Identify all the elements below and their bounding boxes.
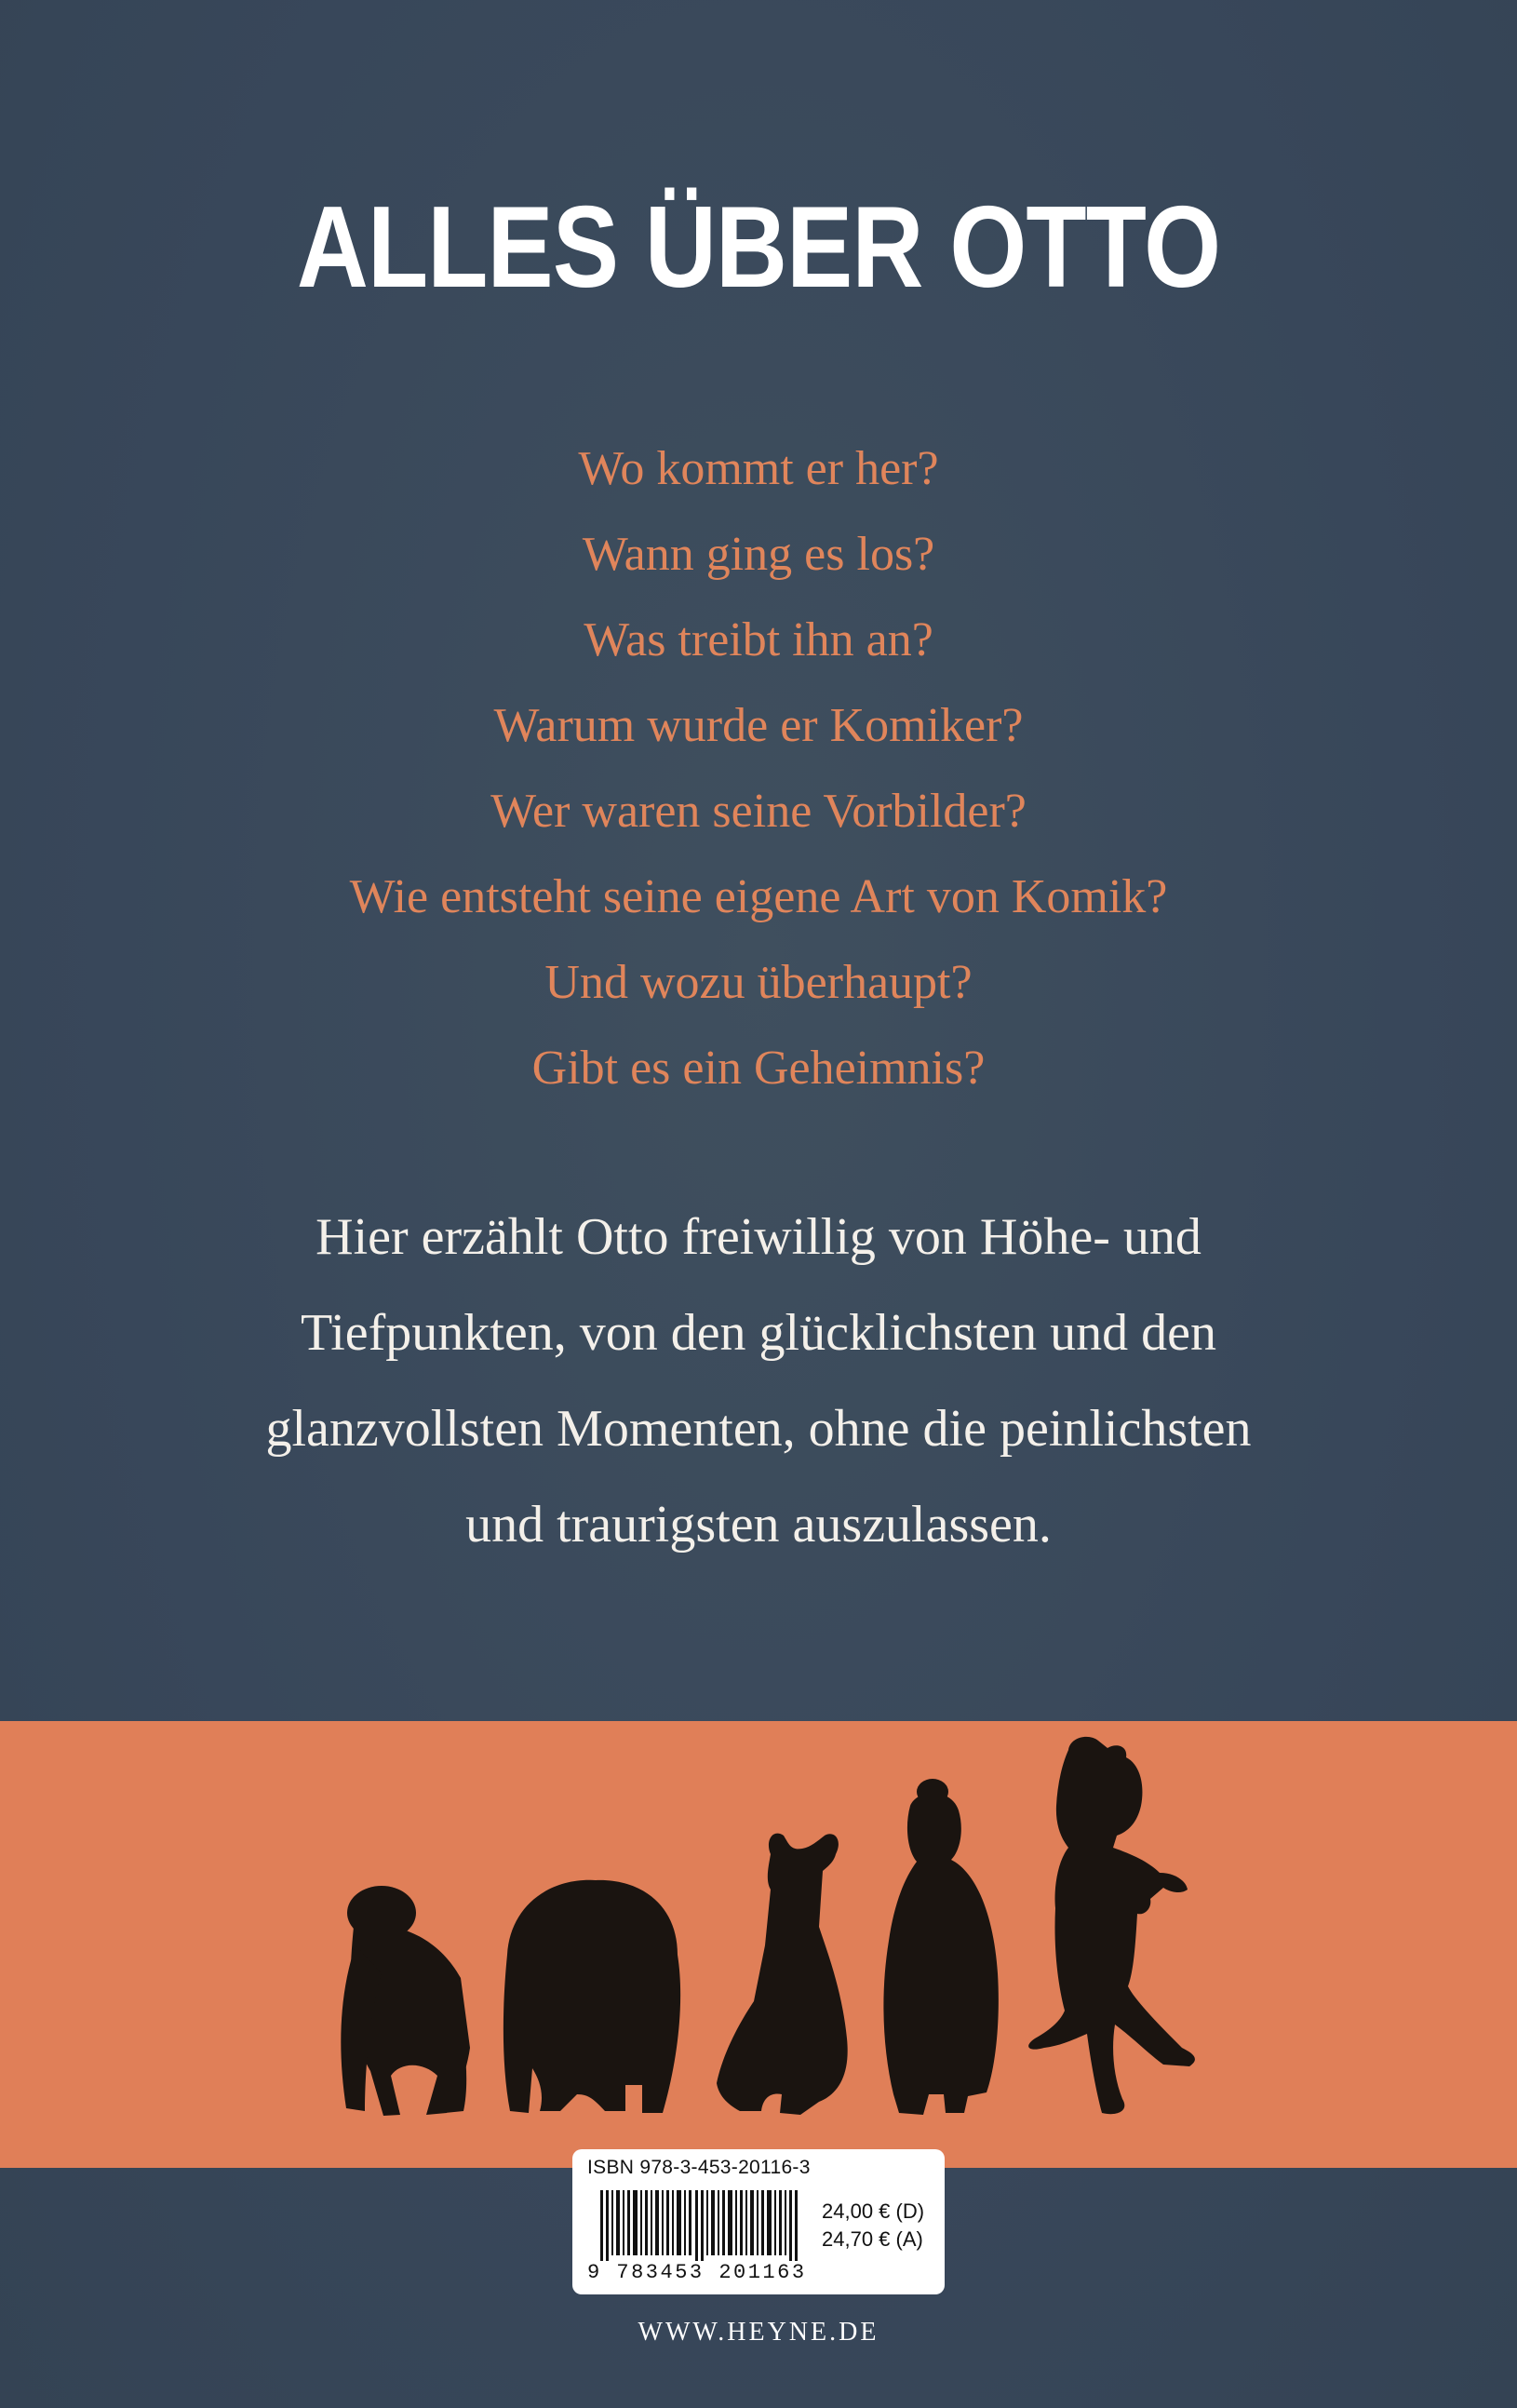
price-block bbox=[822, 2198, 924, 2253]
cover-title: ALLES ÜBER OTTO bbox=[296, 183, 1221, 312]
question-item: Und wozu überhaupt? bbox=[544, 956, 973, 1009]
question-item: Wie entsteht seine eigene Art von Komik? bbox=[349, 870, 1168, 923]
blurb-line: Hier erzählt Otto freiwillig von Höhe- und bbox=[315, 1208, 1202, 1266]
blurb-line: und traurigsten auszulassen. bbox=[465, 1496, 1052, 1554]
hooded-figure-silhouette-icon bbox=[883, 1779, 998, 2115]
otto-dancing-silhouette-icon bbox=[1028, 1737, 1195, 2114]
blurb-line: glanzvollsten Momenten, ohne die peinlichsten bbox=[265, 1400, 1252, 1458]
question-item: Wer waren seine Vorbilder? bbox=[490, 785, 1027, 838]
publisher-website[interactable]: WWW.HEYNE.DE bbox=[638, 2318, 879, 2347]
alien-silhouette-icon bbox=[717, 1834, 848, 2115]
blurb-line: Tiefpunkten, von den glücklichsten und den bbox=[300, 1304, 1217, 1362]
barcode-icon bbox=[600, 2190, 814, 2261]
price-germany: 24,00 € (D) bbox=[822, 2199, 925, 2223]
price-austria: 24,70 € (A) bbox=[822, 2227, 923, 2251]
barcode-digits: 9 783453 201163 bbox=[587, 2261, 807, 2284]
hairy-creature-silhouette-icon bbox=[503, 1880, 680, 2113]
chimp-silhouette-icon bbox=[341, 1886, 470, 2116]
question-item: Was treibt ihn an? bbox=[584, 613, 933, 666]
barcode-label bbox=[572, 2149, 945, 2294]
isbn-text: ISBN 978-3-453-20116-3 bbox=[587, 2157, 811, 2178]
question-item: Warum wurde er Komiker? bbox=[493, 699, 1024, 752]
question-item: Wann ging es los? bbox=[582, 528, 935, 581]
question-item: Wo kommt er her? bbox=[578, 442, 939, 495]
question-item: Gibt es ein Geheimnis? bbox=[531, 1042, 986, 1095]
